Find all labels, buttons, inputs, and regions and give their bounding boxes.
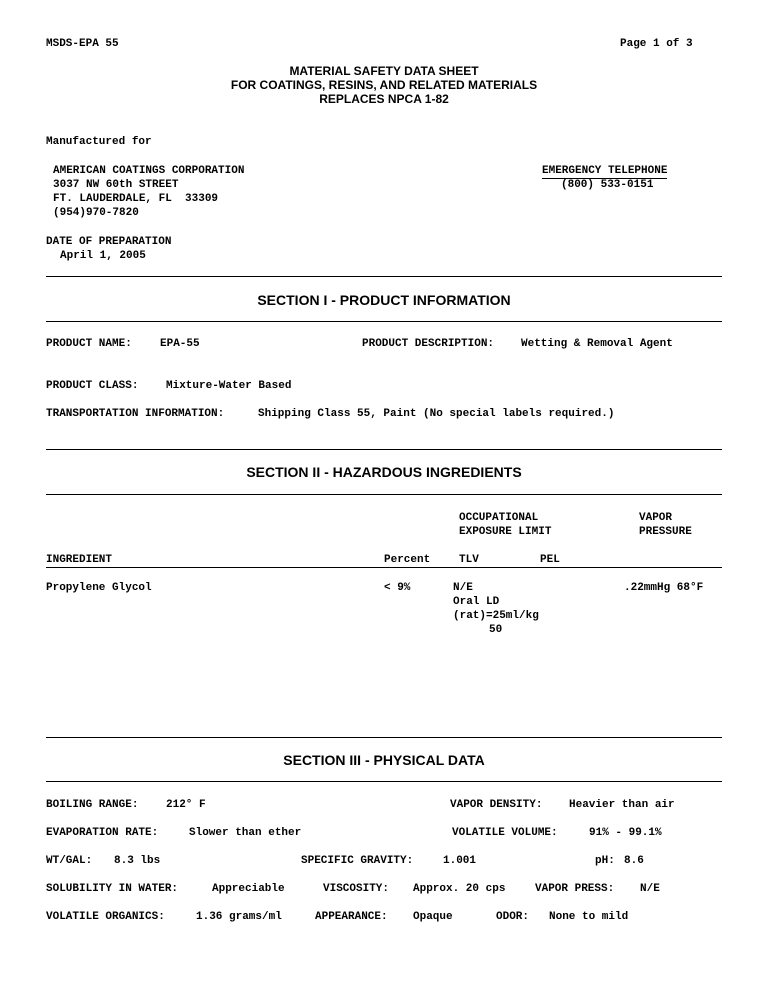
column-header-tlv: TLV (459, 554, 479, 566)
date-of-preparation-label: DATE OF PREPARATION (46, 236, 172, 248)
product-name: EPA-55 (160, 338, 200, 350)
divider (46, 737, 722, 738)
ingredient-percent: < 9% (384, 582, 411, 594)
appearance-label: APPEARANCE: (315, 911, 388, 923)
manufacturer-street: 3037 NW 60th STREET (53, 179, 179, 191)
volatile-volume-label: VOLATILE VOLUME: (452, 827, 558, 839)
wt-gal: 8.3 lbs (114, 855, 161, 867)
pressure-header: PRESSURE (639, 526, 692, 538)
section-2-title: SECTION II - HAZARDOUS INGREDIENTS (246, 464, 522, 480)
product-description-label: PRODUCT DESCRIPTION: (362, 338, 495, 350)
divider (46, 321, 722, 322)
viscosity: Approx. 20 cps (413, 883, 506, 895)
wt-gal-label: WT/GAL: (46, 855, 93, 867)
occupational-header: OCCUPATIONAL (459, 512, 539, 524)
viscosity-label: VISCOSITY: (323, 883, 390, 895)
document-id: MSDS-EPA 55 (46, 38, 119, 50)
ingredient-tlv-note: (rat)=25ml/kg (453, 610, 539, 622)
document-title-line1: MATERIAL SAFETY DATA SHEET (289, 64, 479, 78)
ingredient-tlv-note: Oral LD (453, 596, 500, 608)
vapor-press-label: VAPOR PRESS: (535, 883, 615, 895)
transportation-information: Shipping Class 55, Paint (No special labels required.) (258, 408, 615, 420)
ingredient-vapor-pressure: .22mmHg 68°F (624, 582, 704, 594)
product-name-label: PRODUCT NAME: (46, 338, 132, 350)
vapor-density-label: VAPOR DENSITY: (450, 799, 543, 811)
product-class: Mixture-Water Based (166, 380, 292, 392)
vapor-density: Heavier than air (569, 799, 675, 811)
vapor-header: VAPOR (639, 512, 673, 524)
manufacturer-name: AMERICAN COATINGS CORPORATION (53, 165, 245, 177)
emergency-telephone-label: EMERGENCY TELEPHONE (542, 165, 668, 177)
product-class-label: PRODUCT CLASS: (46, 380, 139, 392)
specific-gravity-label: SPECIFIC GRAVITY: (301, 855, 414, 867)
divider (46, 781, 722, 782)
document-title-line2: FOR COATINGS, RESINS, AND RELATED MATERIALS (230, 78, 538, 92)
vapor-press: N/E (640, 883, 660, 895)
ph-label: pH: (595, 855, 615, 867)
section-1-title: SECTION I - PRODUCT INFORMATION (257, 292, 511, 308)
page-number: Page 1 of 3 (620, 38, 693, 50)
appearance: Opaque (413, 911, 453, 923)
divider (46, 276, 722, 277)
manufacturer-phone: (954)970-7820 (53, 207, 139, 219)
ingredient-tlv: N/E (453, 582, 473, 594)
emergency-telephone-number: (800) 533-0151 (561, 179, 654, 191)
boiling-range-label: BOILING RANGE: (46, 799, 139, 811)
specific-gravity: 1.001 (443, 855, 477, 867)
column-header-pel: PEL (540, 554, 560, 566)
exposure-limit-header: EXPOSURE LIMIT (459, 526, 552, 538)
odor: None to mild (549, 911, 629, 923)
volatile-organics-label: VOLATILE ORGANICS: (46, 911, 165, 923)
table-header-divider (46, 567, 722, 568)
evaporation-rate: Slower than ether (189, 827, 302, 839)
odor-label: ODOR: (496, 911, 530, 923)
ingredient-name: Propylene Glycol (46, 582, 152, 594)
divider (46, 494, 722, 495)
solubility-label: SOLUBILITY IN WATER: (46, 883, 179, 895)
boiling-range: 212° F (166, 799, 206, 811)
ingredient-tlv-note: 50 (489, 624, 503, 636)
transportation-information-label: TRANSPORTATION INFORMATION: (46, 408, 225, 420)
divider (46, 449, 722, 450)
solubility: Appreciable (212, 883, 285, 895)
section-3-title: SECTION III - PHYSICAL DATA (283, 752, 485, 768)
evaporation-rate-label: EVAPORATION RATE: (46, 827, 159, 839)
column-header-percent: Percent (384, 554, 431, 566)
column-header-ingredient: INGREDIENT (46, 554, 113, 566)
manufacturer-city: FT. LAUDERDALE, FL 33309 (53, 193, 219, 205)
manufactured-for-label: Manufactured for (46, 136, 152, 148)
product-description: Wetting & Removal Agent (521, 338, 673, 350)
volatile-organics: 1.36 grams/ml (196, 911, 282, 923)
date-of-preparation: April 1, 2005 (60, 250, 146, 262)
document-title-line3: REPLACES NPCA 1-82 (319, 92, 449, 106)
volatile-volume: 91% - 99.1% (589, 827, 662, 839)
ph-value: 8.6 (624, 855, 644, 867)
